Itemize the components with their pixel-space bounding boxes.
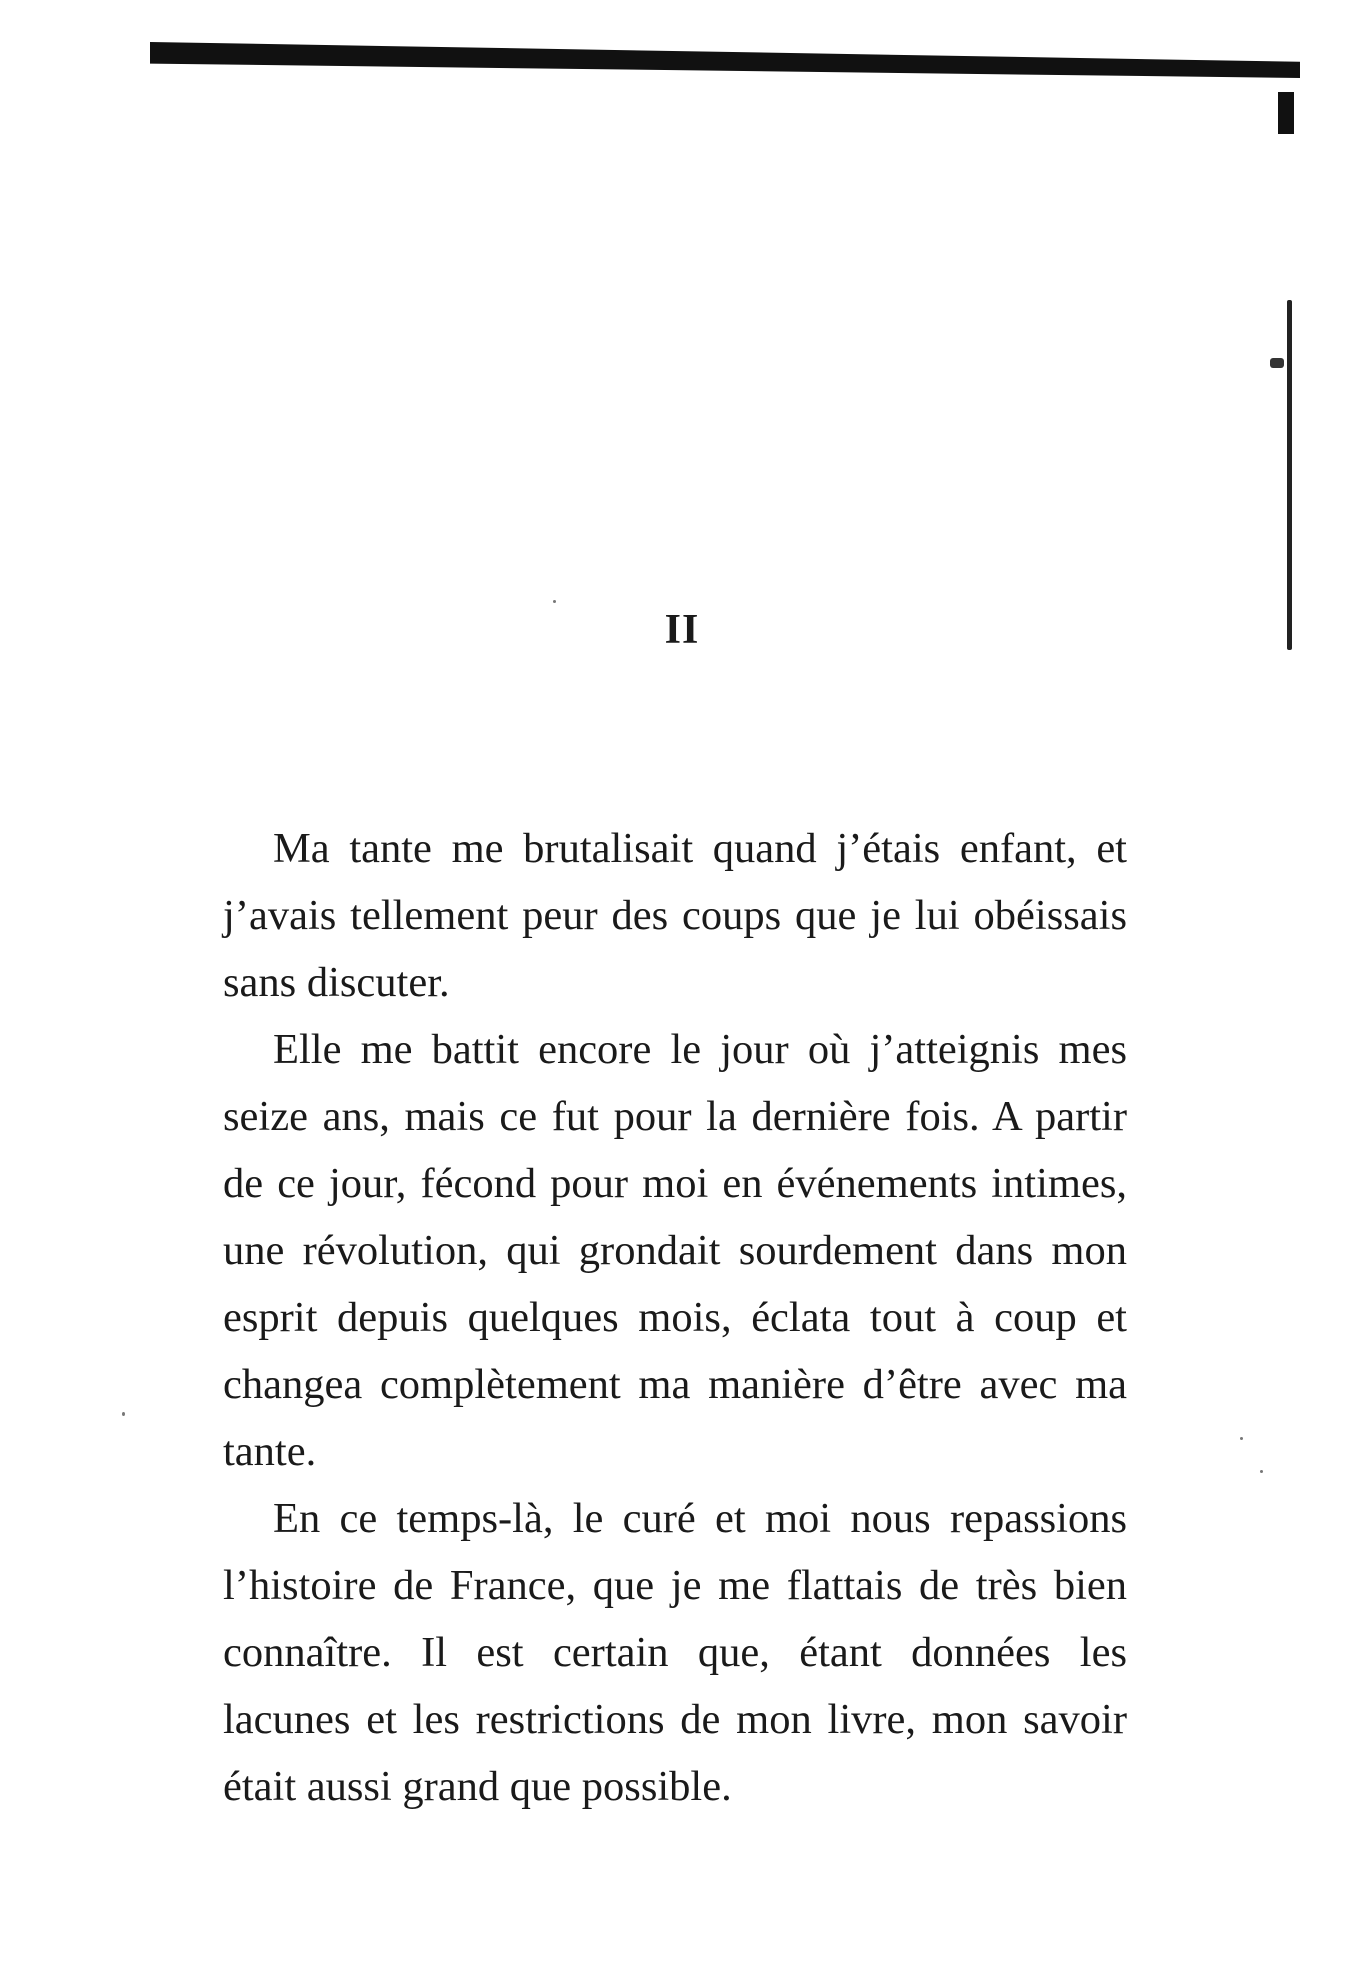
speck bbox=[1240, 1437, 1243, 1440]
top-rule-cap bbox=[1278, 92, 1294, 134]
page-edge-blot bbox=[1270, 358, 1284, 368]
paragraph-1: Ma tante me brutalisait quand j’étais enfant, et j’avais tellement peur des coups que je lui obéissais sans discuter. bbox=[223, 825, 1127, 1006]
page-edge-mark bbox=[1287, 300, 1292, 650]
speck bbox=[122, 1412, 125, 1416]
top-rule bbox=[150, 42, 1300, 78]
body-text bbox=[223, 815, 1127, 1820]
chapter-number: II bbox=[664, 607, 700, 653]
speck bbox=[553, 600, 556, 603]
paragraph-2: Elle me battit encore le jour où j’atteignis mes seize ans, mais ce fut pour la dernière fois. A partir de ce jour, fécond pour moi en événements intimes, une révolution, qui grondait sourdement dans mon esprit depuis quelques mois, éclata tout à coup et changea complètement ma manière d’être avec ma tante. bbox=[223, 1026, 1127, 1475]
speck bbox=[1260, 1470, 1263, 1473]
paragraph-3: En ce temps-là, le curé et moi nous repassions l’histoire de France, que je me flattais de très bien connaître. Il est certain que, étant données les lacunes et les restrictions de mon livre, mon savoir était aussi grand que possible. bbox=[223, 1495, 1127, 1810]
